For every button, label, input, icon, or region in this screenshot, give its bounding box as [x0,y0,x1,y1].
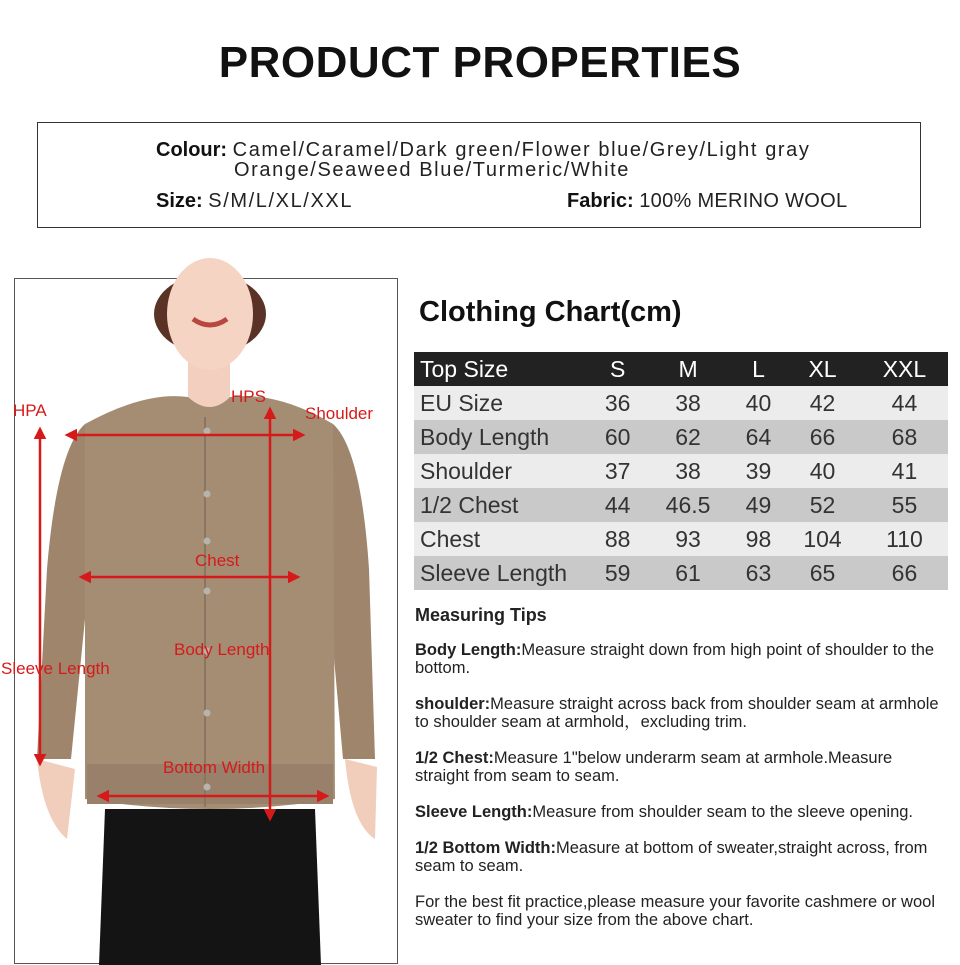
chest-label: Chest [195,551,240,570]
tip-text: Measure 1"below underarm seam at armhole.Measure straight from seam to seam. [415,749,893,785]
table-cell: 37 [592,454,643,488]
table-cell: 66 [861,556,948,590]
fabric-label: Fabric: [567,190,634,212]
table-cell: Sleeve Length [414,556,592,590]
bottom-width-label: Bottom Width [163,758,266,777]
table-cell: 63 [733,556,784,590]
table-cell: 62 [643,420,733,454]
table-cell: 66 [784,420,861,454]
table-cell: 68 [861,420,948,454]
table-cell: 52 [784,488,861,522]
header-cell: XXL [861,352,948,386]
fabric-value: 100% MERINO WOOL [639,190,848,212]
table-cell: 65 [784,556,861,590]
colour-value: Camel/Caramel/Dark green/Flower blue/Grey/Light gray [232,139,811,161]
table-row [414,420,948,454]
hpa-label: HPA [13,401,47,420]
table-cell: 55 [861,488,948,522]
table-cell: 46.5 [643,488,733,522]
tip-text: Measure at bottom of sweater,straight across, from seam to seam. [415,839,928,875]
table-cell: Shoulder [414,454,592,488]
tip-label: 1/2 Chest: [415,749,494,767]
tip-label: Body Length: [415,641,522,659]
model-photo [1,278,398,964]
header-cell: L [733,352,784,386]
table-cell: 60 [592,420,643,454]
tips-footer: For the best fit practice,please measure your favorite cashmere or wool sweater to find your size from the above chart. [415,893,935,929]
table-cell: 49 [733,488,784,522]
table-cell: 41 [861,454,948,488]
header-cell: Top Size [414,352,592,386]
header-cell: S [592,352,643,386]
table-cell: 38 [643,454,733,488]
tip-item [415,803,950,821]
tip-text: Measure straight across back from shoulder seam at armhole to shoulder seam at armhold，excluding trim. [415,695,939,731]
table-row [414,454,948,488]
tip-label: shoulder: [415,695,491,713]
table-cell: 40 [733,386,784,420]
table-cell: 42 [784,386,861,420]
table-cell: 36 [592,386,643,420]
tip-text: Measure straight down from high point of shoulder to the bottom. [415,641,935,677]
tip-text: Measure from shoulder seam to the sleeve opening. [532,803,914,821]
size-value: S/M/L/XL/XXL [208,190,354,212]
properties-box [37,122,921,228]
table-cell: 39 [733,454,784,488]
tips-heading: Measuring Tips [415,605,547,625]
table-cell: 110 [861,522,948,556]
sleeve-length-label: Sleeve Length [1,659,110,678]
header-cell: XL [784,352,861,386]
hps-label: HPS [231,387,266,406]
tip-item [415,695,950,731]
table-cell: 44 [861,386,948,420]
table-cell: Chest [414,522,592,556]
tip-label: Sleeve Length: [415,803,533,821]
body-length-label: Body Length [174,640,270,659]
measuring-tips [415,606,950,947]
table-cell: 1/2 Chest [414,488,592,522]
fabric-row [567,190,847,213]
header-cell: M [643,352,733,386]
table-cell: EU Size [414,386,592,420]
table-header-row [414,352,948,386]
tip-item [415,749,950,785]
table-row [414,386,948,420]
table-cell: 44 [592,488,643,522]
table-row [414,522,948,556]
sweater-illustration [15,279,399,965]
tip-item [415,839,950,875]
chart-title: Clothing Chart(cm) [419,296,682,328]
table-cell: 40 [784,454,861,488]
tip-label: 1/2 Bottom Width: [415,839,556,857]
table-cell: 93 [643,522,733,556]
table-cell: 98 [733,522,784,556]
table-cell: 104 [784,522,861,556]
colour-label: Colour: [156,139,228,161]
page-title: PRODUCT PROPERTIES [218,38,742,87]
size-row [156,190,353,213]
table-cell: 88 [592,522,643,556]
table-row [414,556,948,590]
shoulder-label: Shoulder [305,404,374,423]
table-cell: 38 [643,386,733,420]
size-table [414,352,948,590]
tip-item [415,641,950,677]
colour-value-line2: Orange/Seaweed Blue/Turmeric/White [234,159,631,181]
table-cell: Body Length [414,420,592,454]
table-cell: 61 [643,556,733,590]
table-row [414,488,948,522]
table-cell: 59 [592,556,643,590]
size-label: Size: [156,190,203,212]
table-cell: 64 [733,420,784,454]
